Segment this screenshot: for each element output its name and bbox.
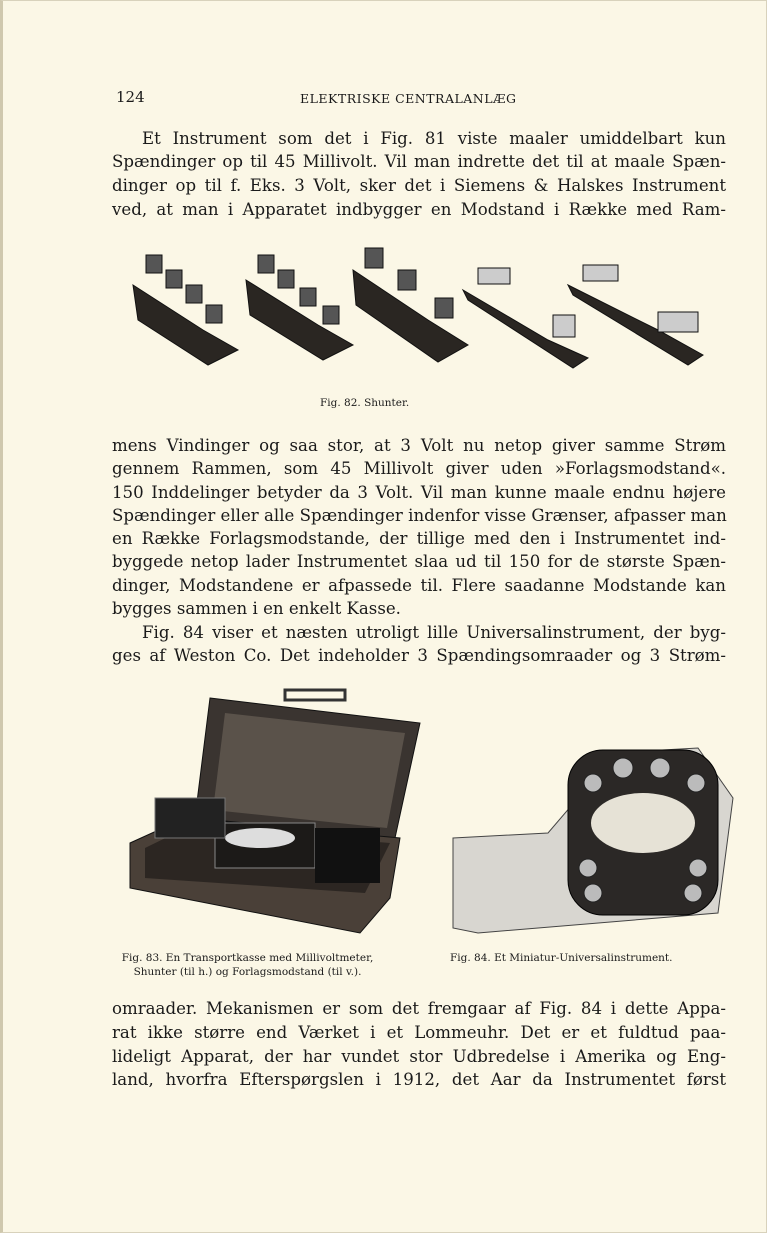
text-line: ved, at man i Apparatet indbygger en Modstand i Række med Ram- [112, 200, 726, 219]
text-line: dinger op til f. Eks. 3 Volt, sker det i Siemens & Halskes Instrument [112, 176, 726, 195]
text-line: land, hvorfra Efterspørgslen i 1912, det Aar da Instrumentet først [112, 1070, 726, 1089]
fig-83-caption [110, 951, 385, 979]
text-line: lideligt Apparat, der har vundet stor Udbredelse i Amerika og Eng- [112, 1047, 726, 1066]
text-line: Fig. 84 viser et næsten utroligt lille Universalinstrument, der byg- [142, 623, 726, 642]
running-title: ELEKTRISKE CENTRALANLÆG [300, 91, 517, 106]
text-line: omraader. Mekanismen er som det fremgaar af Fig. 84 i dette Appa- [112, 999, 726, 1018]
text-line: Spændinger op til 45 Millivolt. Vil man indrette det til at maale Spæn- [112, 152, 726, 171]
fig-84-caption: Fig. 84. Et Miniatur-Universalinstrument. [450, 952, 673, 964]
fig-82-shunters-illustration [128, 240, 718, 385]
text-line: ges af Weston Co. Det indeholder 3 Spændingsomraader og 3 Strøm- [112, 646, 726, 665]
text-line: rat ikke større end Værket i et Lommeuhr. Det er et fuldtud paa- [112, 1023, 726, 1042]
caption-line: Fig. 83. En Transportkasse med Millivoltmeter, [121, 952, 374, 964]
fig-84-miniature-instrument-illustration [448, 738, 738, 938]
fig-83-transport-case-illustration [125, 688, 425, 938]
fig-82-caption: Fig. 82. Shunter. [320, 397, 410, 409]
text-line: dinger, Modstandene er afpassede til. Flere saadanne Modstande kan [112, 576, 726, 595]
text-line: 150 Inddelinger betyder da 3 Volt. Vil man kunne maale endnu højere [112, 483, 726, 502]
text-line: en Række Forlagsmodstande, der tillige med den i Instrumentet ind- [112, 529, 726, 548]
text-line: Et Instrument som det i Fig. 81 viste maaler umiddelbart kun [142, 129, 726, 148]
page-number: 124 [116, 88, 145, 106]
text-line: bygges sammen i en enkelt Kasse. [112, 599, 401, 618]
text-line: mens Vindinger og saa stor, at 3 Volt nu netop giver samme Strøm [112, 436, 726, 455]
text-line: gennem Rammen, som 45 Millivolt giver uden »Forlagsmodstand«. [112, 459, 726, 478]
caption-line: Shunter (til h.) og Forlagsmodstand (til v.). [133, 966, 362, 978]
text-line: Spændinger eller alle Spændinger indenfor visse Grænser, afpasser man [112, 506, 727, 525]
text-line: byggede netop lader Instrumentet slaa ud til 150 for de største Spæn- [112, 552, 726, 571]
